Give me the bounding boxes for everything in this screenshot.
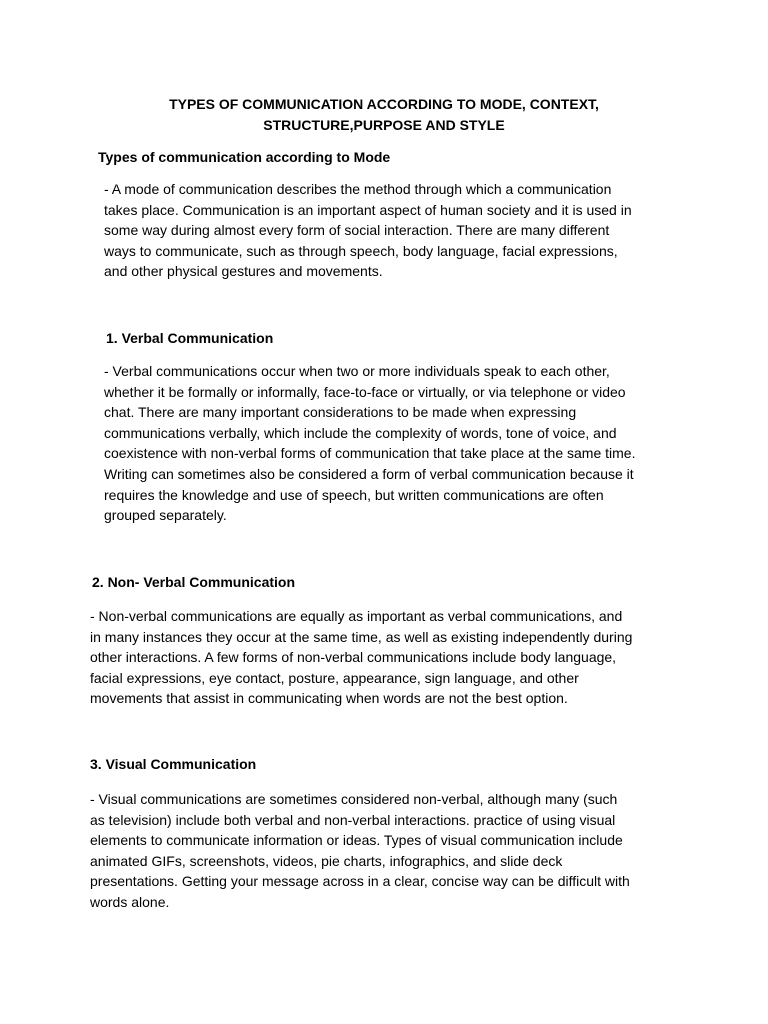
section-paragraph-mode [104, 179, 632, 282]
paragraph-line: coexistence with non-verbal forms of communication that take place at the same time. [104, 445, 636, 462]
paragraph-line: facial expressions, eye contact, posture, appearance, sign language, and other [90, 669, 579, 686]
paragraph-line: in many instances they occur at the same time, as well as existing independently during [90, 628, 633, 645]
paragraph-line: elements to communicate information or ideas. Types of visual communication include [90, 832, 623, 849]
section-heading-mode: Types of communication according to Mode [98, 149, 391, 165]
paragraph-line: animated GIFs, screenshots, videos, pie charts, infographics, and slide deck [90, 852, 563, 869]
paragraph-line: grouped separately. [104, 507, 227, 524]
section-heading-non-verbal: 2. Non- Verbal Communication [92, 574, 296, 590]
section-heading-visual: 3. Visual Communication [90, 756, 257, 772]
paragraph-line: - Visual communications are sometimes considered non-verbal, although many (such [90, 791, 618, 807]
paragraph-line: - A mode of communication describes the method through which a communication [104, 181, 612, 197]
title-line-2: STRUCTURE,PURPOSE AND STYLE [263, 117, 505, 133]
paragraph-line: as television) include both verbal and non-verbal interactions. practice of using visual [90, 811, 616, 828]
paragraph-line: requires the knowledge and use of speech, but written communications are often [104, 486, 604, 503]
paragraph-line: communications verbally, which include the complexity of words, tone of voice, and [104, 424, 617, 441]
paragraph-line: ways to communicate, such as through speech, body language, facial expressions, [104, 242, 618, 259]
paragraph-line: movements that assist in communicating when words are not the best option. [90, 690, 568, 707]
paragraph-line: other interactions. A few forms of non-verbal communications include body language, [90, 649, 617, 666]
section-paragraph-non-verbal [90, 606, 632, 709]
paragraph-line: and other physical gestures and movements. [104, 263, 383, 280]
section-paragraph-visual [90, 789, 630, 913]
paragraph-line: - Non-verbal communications are equally as important as verbal communications, and [90, 608, 623, 624]
document-title [100, 94, 668, 136]
paragraph-line: some way during almost every form of social interaction. There are many different [104, 222, 610, 239]
paragraph-line: chat. There are many important considerations to be made when expressing [104, 404, 577, 421]
section-heading-verbal: 1. Verbal Communication [106, 330, 274, 346]
paragraph-line: words alone. [90, 893, 170, 910]
paragraph-line: whether it be formally or informally, face-to-face or virtually, or via telephone or video [104, 383, 626, 400]
section-paragraph-verbal [104, 361, 635, 526]
paragraph-line: takes place. Communication is an important aspect of human society and it is used in [104, 201, 632, 218]
paragraph-line: - Verbal communications occur when two or more individuals speak to each other, [104, 363, 610, 379]
paragraph-line: presentations. Getting your message across in a clear, concise way can be difficult with [90, 873, 630, 890]
title-line-1: TYPES OF COMMUNICATION ACCORDING TO MODE, CONTEXT, [169, 96, 599, 112]
paragraph-line: Writing can sometimes also be considered a form of verbal communication because it [104, 465, 634, 482]
